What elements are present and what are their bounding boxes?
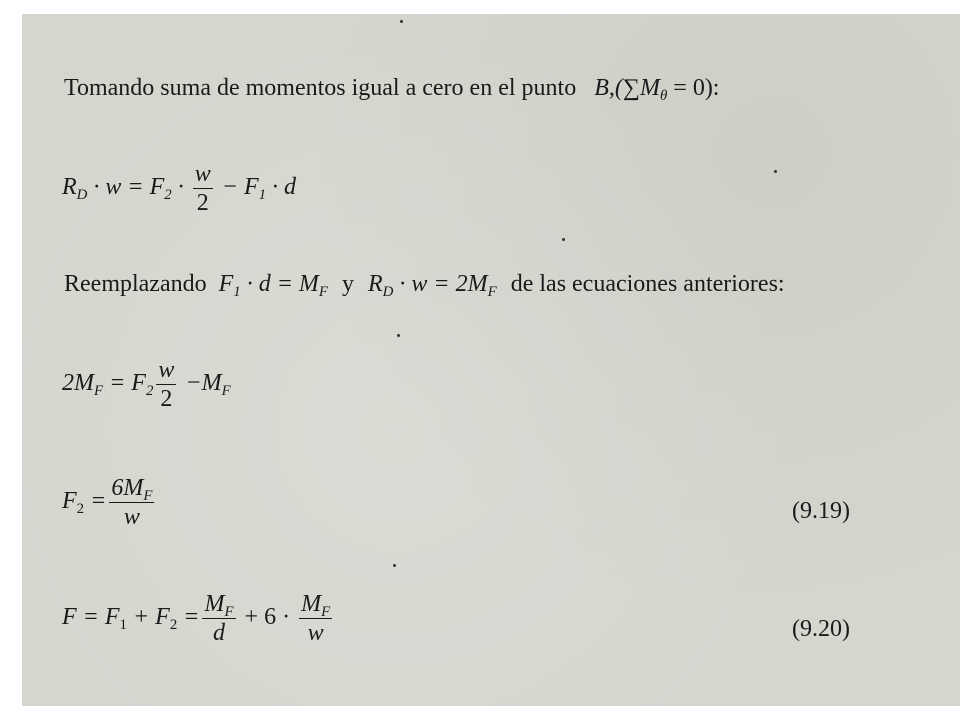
equation-number-9-20: (9.20): [792, 616, 850, 642]
scanned-page: [22, 14, 960, 706]
fraction-MF-over-d: $\frac{M_F}{d}$: [204, 591, 234, 646]
replacement-expr-1: $F_1 \cdot d = M_F$: [218, 271, 328, 301]
equation-9-19: $F_2$ = $\frac{6M_F}{w}$: [62, 475, 153, 530]
scan-speck: [562, 238, 565, 241]
scan-speck: [393, 564, 396, 567]
equation-number-9-19: (9.19): [792, 498, 850, 524]
fraction-6MF-over-w: $\frac{6M_F}{w}$: [111, 475, 153, 530]
intro-text: Tomando suma de momentos igual a cero en el punto: [64, 75, 577, 101]
scan-speck: [397, 334, 400, 337]
equation-moment-balance: $R_D \cdot w = F_2$ · $\frac{w}{2}$ − $F_1 \cdot d$: [62, 161, 297, 216]
point-label: B,: [594, 75, 615, 101]
fraction-MF-over-w: $\frac{M_F}{w}$: [301, 591, 331, 646]
equation-substituted: $2M_F = F_2$ $\frac{w}{2}$ $-M_F$: [62, 357, 231, 412]
intro-sentence: [64, 75, 720, 105]
moment-condition: $(\sum M_\theta = 0)$:: [614, 75, 720, 105]
replacement-sentence: Reemplazando $F_1 \cdot d = M_F$ y $R_D \cdot w = 2M_F$ de las ecuaciones anteriores:: [64, 271, 785, 301]
fraction-w-over-2: $\frac{w}{2}$: [194, 161, 211, 216]
fraction-w-over-2: $\frac{w}{2}$: [158, 357, 175, 412]
scan-speck: [400, 20, 403, 23]
scan-speck: [774, 170, 777, 173]
equation-9-20: $F = F_1 + F_2$ = $\frac{M_F}{d}$ + 6 · $\frac{M_F}{w}$: [62, 591, 331, 646]
replacement-expr-2: $R_D \cdot w = 2M_F$: [368, 271, 497, 301]
